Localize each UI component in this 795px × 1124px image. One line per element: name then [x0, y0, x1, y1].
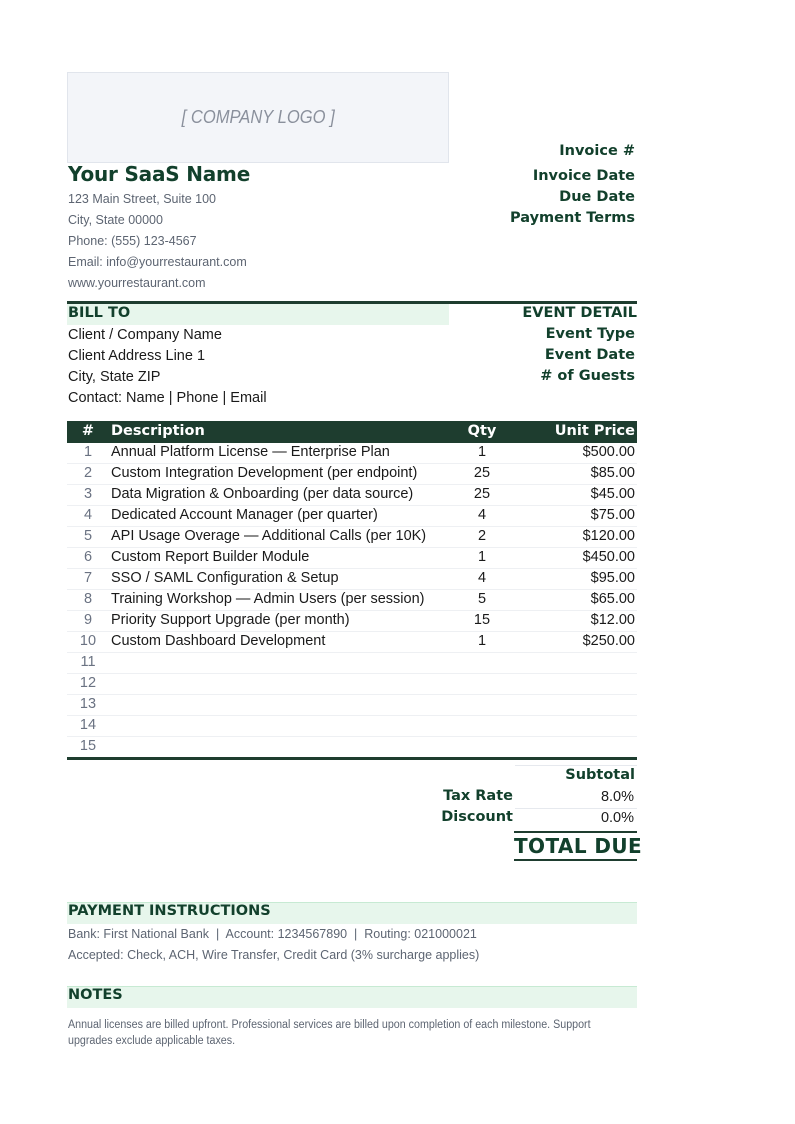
table-row	[67, 506, 637, 527]
row-number: 1	[83, 444, 93, 460]
company-city: City, State 00000	[68, 213, 163, 227]
row-description: Data Migration & Onboarding (per data source)	[111, 486, 414, 502]
subtotal-label: Subtotal	[565, 767, 635, 783]
row-description: Priority Support Upgrade (per month)	[111, 612, 350, 628]
row-description: Custom Integration Development (per endpoint)	[111, 465, 418, 481]
total-due-top-rule	[514, 831, 637, 833]
row-unit-price: $75.00	[590, 507, 635, 523]
due-date-label: Due Date	[559, 189, 635, 205]
tax-rate-value: 8.0%	[600, 789, 634, 805]
row-number: 14	[79, 717, 97, 733]
company-phone: Phone: (555) 123-4567	[68, 234, 197, 248]
column-header-number: #	[81, 423, 95, 439]
guest-count-label: # of Guests	[540, 368, 635, 384]
row-number: 13	[79, 696, 97, 712]
row-description: Custom Dashboard Development	[111, 633, 326, 649]
bill-to-title: BILL TO	[68, 305, 131, 321]
table-row	[67, 716, 637, 737]
table-row	[67, 695, 637, 716]
table-row	[67, 653, 637, 674]
column-header-qty: Qty	[467, 423, 497, 439]
row-qty: 1	[477, 444, 487, 460]
row-number: 5	[83, 528, 93, 544]
line-items-header	[67, 421, 637, 443]
discount-label: Discount	[441, 809, 513, 825]
total-due-bottom-rule	[514, 859, 637, 861]
row-number: 7	[83, 570, 93, 586]
row-unit-price: $65.00	[590, 591, 635, 607]
invoice-number-label: Invoice #	[559, 143, 635, 159]
table-row	[67, 632, 637, 653]
row-description: API Usage Overage — Additional Calls (per 10K)	[111, 528, 427, 544]
row-unit-price: $450.00	[582, 549, 635, 565]
table-bottom-rule	[67, 757, 637, 760]
bill-to-city: City, State ZIP	[68, 369, 161, 385]
row-unit-price: $95.00	[590, 570, 635, 586]
row-number: 8	[83, 591, 93, 607]
table-row	[67, 569, 637, 590]
table-row	[67, 485, 637, 506]
row-number: 12	[79, 675, 97, 691]
logo-placeholder-text: [ COMPANY LOGO ]	[181, 107, 335, 127]
line-items-body	[67, 443, 637, 758]
event-type-label: Event Type	[545, 326, 635, 342]
row-qty: 4	[477, 507, 487, 523]
row-qty: 1	[477, 549, 487, 565]
row-number: 9	[83, 612, 93, 628]
row-number: 11	[80, 654, 96, 670]
column-header-unit-price: Unit Price	[554, 423, 635, 439]
bill-to-client-name: Client / Company Name	[68, 327, 222, 343]
company-name: Your SaaS Name	[68, 162, 251, 186]
row-qty: 25	[473, 465, 491, 481]
row-unit-price: $500.00	[582, 444, 635, 460]
payment-terms-label: Payment Terms	[510, 210, 635, 226]
company-email: Email: info@yourrestaurant.com	[68, 255, 247, 269]
notes-band	[67, 986, 637, 1008]
row-unit-price: $85.00	[590, 465, 635, 481]
row-number: 10	[79, 633, 97, 649]
notes-title: NOTES	[68, 987, 123, 1003]
tax-rule	[515, 808, 637, 809]
invoice-date-label: Invoice Date	[532, 168, 635, 184]
row-qty: 2	[477, 528, 487, 544]
payment-bank-line: Bank: First National Bank | Account: 1234567890 | Routing: 021000021	[68, 927, 477, 941]
company-address: 123 Main Street, Suite 100	[68, 192, 217, 206]
notes-text: Annual licenses are billed upfront. Professional services are billed upon completion of each milestone. Support upgrades exclude applicable taxes.	[68, 1019, 591, 1047]
row-qty: 15	[473, 612, 491, 628]
payment-instructions-title: PAYMENT INSTRUCTIONS	[68, 903, 271, 919]
subtotal-rule	[515, 765, 637, 766]
column-header-description: Description	[111, 423, 205, 439]
row-qty: 25	[473, 486, 491, 502]
row-description: SSO / SAML Configuration & Setup	[111, 570, 339, 586]
total-due-label: TOTAL DUE	[514, 834, 643, 858]
row-description: Training Workshop — Admin Users (per session)	[111, 591, 425, 607]
table-row	[67, 590, 637, 611]
row-unit-price: $120.00	[582, 528, 635, 544]
table-row	[67, 548, 637, 569]
table-row	[67, 443, 637, 464]
table-row	[67, 464, 637, 485]
table-row	[67, 737, 637, 758]
row-number: 2	[83, 465, 93, 481]
row-unit-price: $12.00	[590, 612, 635, 628]
row-qty: 5	[477, 591, 487, 607]
row-qty: 1	[477, 633, 487, 649]
row-description: Dedicated Account Manager (per quarter)	[111, 507, 378, 523]
row-unit-price: $250.00	[582, 633, 635, 649]
row-number: 15	[79, 738, 97, 754]
table-row	[67, 674, 637, 695]
table-row	[67, 611, 637, 632]
company-website: www.yourrestaurant.com	[68, 276, 206, 290]
table-row	[67, 527, 637, 548]
payment-accepted-line: Accepted: Check, ACH, Wire Transfer, Credit Card (3% surcharge applies)	[68, 948, 480, 962]
bill-to-contact: Contact: Name | Phone | Email	[68, 390, 267, 406]
row-number: 6	[83, 549, 93, 565]
row-description: Custom Report Builder Module	[111, 549, 310, 565]
row-description: Annual Platform License — Enterprise Plan	[111, 444, 390, 460]
row-number: 4	[83, 507, 93, 523]
company-logo-placeholder	[67, 72, 449, 163]
tax-rate-label: Tax Rate	[443, 788, 513, 804]
row-qty: 4	[477, 570, 487, 586]
discount-value: 0.0%	[600, 810, 634, 826]
event-date-label: Event Date	[544, 347, 635, 363]
row-unit-price: $45.00	[590, 486, 635, 502]
event-detail-title: EVENT DETAIL	[522, 305, 637, 321]
row-number: 3	[83, 486, 93, 502]
bill-to-address: Client Address Line 1	[68, 348, 206, 364]
